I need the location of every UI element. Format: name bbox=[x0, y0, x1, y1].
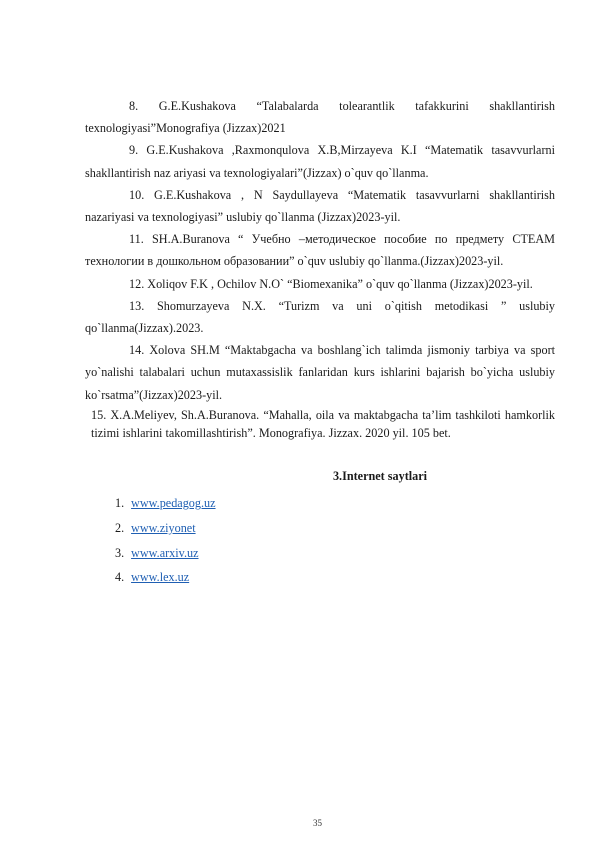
link-lex[interactable]: www.lex.uz bbox=[131, 570, 190, 585]
references-list bbox=[85, 95, 555, 443]
reference-number: 15. bbox=[91, 407, 107, 422]
section-title: 3.Internet saytlari bbox=[332, 468, 428, 483]
reference-item bbox=[85, 139, 555, 183]
link-number: 2. bbox=[115, 520, 125, 535]
reference-item bbox=[85, 295, 555, 339]
link-item bbox=[115, 516, 555, 541]
reference-item bbox=[85, 273, 555, 295]
reference-number: 14. bbox=[129, 343, 145, 358]
reference-item bbox=[85, 228, 555, 272]
reference-number: 13. bbox=[129, 298, 145, 313]
link-number: 4. bbox=[115, 570, 125, 585]
reference-number: 9. bbox=[129, 143, 139, 158]
reference-item bbox=[85, 339, 555, 406]
reference-text: Xolova SH.M “Maktabgacha va boshlang`ich talimda jismoniy tarbiya va sport yo`nalishi talabalari uchun mutaxassislik fanlaridan kurs ishlarini bajarish bo`yicha uslubiy ko`rsatma”(Jizzax)2023-yil. bbox=[85, 343, 556, 402]
reference-number: 12. bbox=[129, 276, 145, 291]
reference-text: G.E.Kushakova ,Raxmonqulova X.B,Mirzayeva K.I “Matematik tasavvurlarni shakllantirish naz ariyasi va texnologiyalari”(Jizzax) o`quv qo`llanma. bbox=[85, 143, 555, 180]
link-item bbox=[115, 491, 555, 516]
reference-number: 11. bbox=[129, 232, 144, 247]
page-number: 35 bbox=[313, 818, 322, 828]
link-ziyonet[interactable]: www.ziyonet bbox=[131, 520, 196, 535]
link-number: 1. bbox=[115, 496, 125, 511]
link-arxiv[interactable]: www.arxiv.uz bbox=[131, 545, 199, 560]
reference-text: Shomurzayeva N.X. “Turizm va uni o`qitish metodikasi ” uslubiy qo`llanma(Jizzax).2023. bbox=[85, 298, 555, 336]
reference-text: Xoliqov F.K , Ochilov N.O` “Biomexanika” o`quv qo`llanma (Jizzax)2023-yil. bbox=[147, 276, 533, 291]
reference-text: G.E.Kushakova “Talabalarda tolearantlik tafakkurini shakllantirish texnologiyasi”Monografiya (Jizzax)2021 bbox=[85, 99, 556, 136]
internet-links-list bbox=[85, 491, 555, 590]
reference-item bbox=[85, 95, 555, 139]
link-pedagog[interactable]: www.pedagog.uz bbox=[131, 496, 216, 511]
reference-text: SH.A.Buranova “ Учебно –методическое пособие по предмету СТЕАМ технологии в дошкольном образовании” o`quv uslubiy qo`llanma.(Jizzax)2023-yil. bbox=[85, 232, 555, 269]
reference-text: G.E.Kushakova , N Saydullayeva “Matematik tasavvurlarni shakllantirish nazariyasi va texnologiyasi” uslubiy qo`llanma (Jizzax)2023-yil. bbox=[85, 187, 555, 225]
link-item bbox=[115, 541, 555, 566]
reference-item bbox=[85, 184, 555, 228]
page-content bbox=[85, 95, 555, 590]
link-number: 3. bbox=[115, 545, 125, 560]
reference-number: 8. bbox=[129, 99, 139, 113]
link-item bbox=[115, 565, 555, 590]
reference-text: X.A.Meliyev, Sh.A.Buranova. “Mahalla, oila va maktabgacha ta’lim tashkiloti hamkorlik tizimi ishlarini takomillashtirish”. Monografiya. Jizzax. 2020 yil. 105 bet. bbox=[91, 407, 555, 441]
reference-item-15 bbox=[91, 406, 555, 443]
reference-number: 10. bbox=[129, 187, 145, 202]
